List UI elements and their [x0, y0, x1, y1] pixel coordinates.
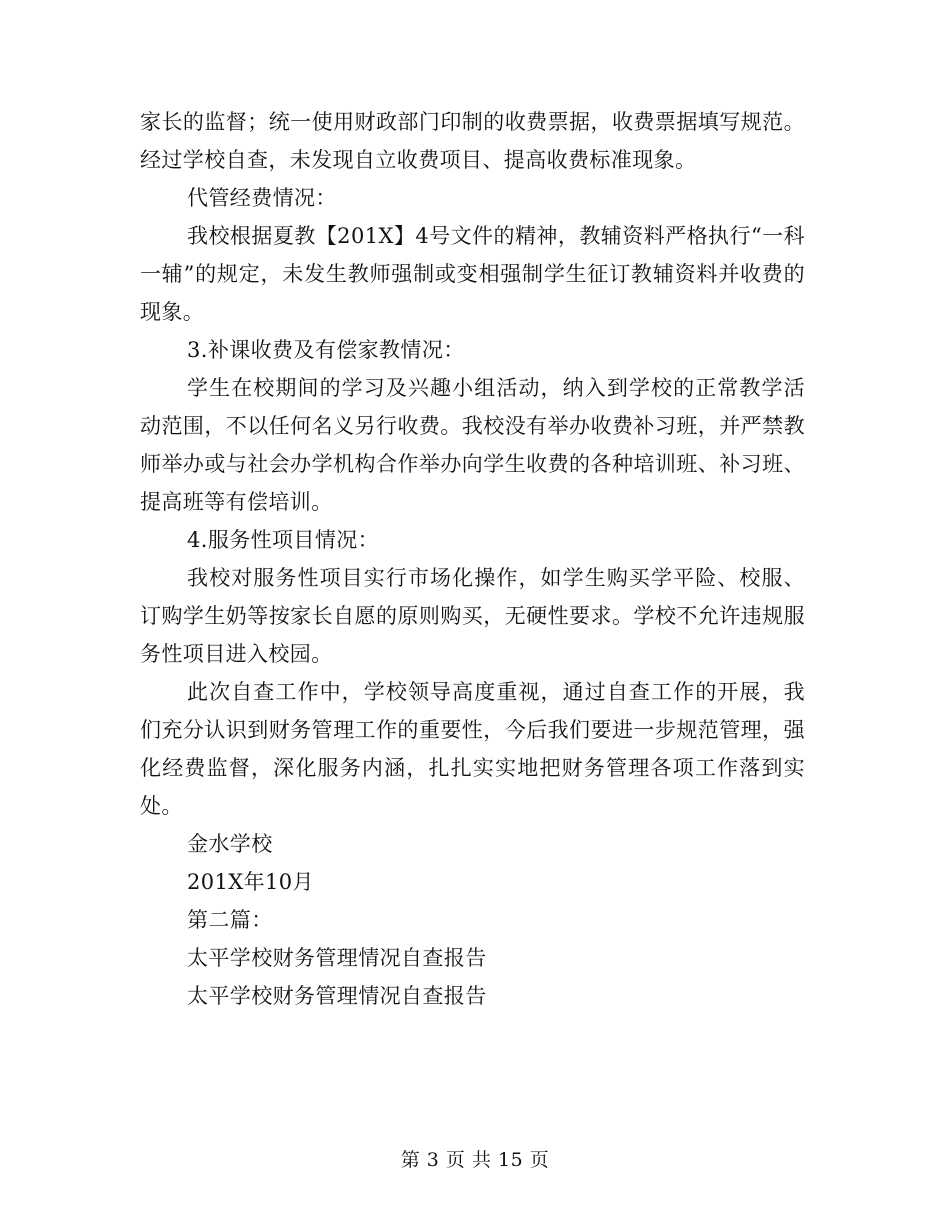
section-title: 太平学校财务管理情况自查报告 [187, 946, 487, 970]
signature-date: 201X年10月 [187, 870, 314, 894]
heading-service-items: 4.服务性项目情况： [187, 528, 380, 552]
paragraph-service-items: 我校对服务性项目实行市场化操作，如学生购买学平险、校服、订购学生奶等按家长自愿的原则购买，无硬性要求。学校不允许违规服务性项目进入校园。 [140, 566, 805, 666]
paragraph-tutoring: 学生在校期间的学习及兴趣小组活动，纳入到学校的正常教学活动范围，不以任何名义另行收费。我校没有举办收费补习班，并严禁教师举办或与社会办学机构合作举办向学生收费的各种培训班、补习班、提高班等有偿培训。 [140, 376, 805, 514]
document-body [140, 103, 805, 1015]
paragraph-continuation: 家长的监督；统一使用财政部门印制的收费票据，收费票据填写规范。经过学校自查，未发现自立收费项目、提高收费标准现象。 [140, 110, 805, 172]
heading-tutoring-fees: 3.补课收费及有偿家教情况： [187, 338, 465, 362]
section-subtitle: 太平学校财务管理情况自查报告 [187, 984, 487, 1008]
paragraph-teaching-materials: 我校根据夏教【201X】4号文件的精神，教辅资料严格执行“一科一辅”的规定，未发生教师强制或变相强制学生征订教辅资料并收费的现象。 [140, 224, 805, 324]
signature-school: 金水学校 [187, 832, 273, 856]
paragraph-conclusion: 此次自查工作中，学校领导高度重视，通过自查工作的开展，我们充分认识到财务管理工作的重要性，今后我们要进一步规范管理，强化经费监督，深化服务内涵，扎扎实实地把财务管理各项工作落到实处。 [140, 680, 805, 818]
section-label: 第二篇： [187, 908, 273, 932]
page-number-footer: 第 3 页 共 15 页 [400, 1149, 550, 1171]
heading-managed-funds: 代管经费情况： [187, 186, 337, 210]
